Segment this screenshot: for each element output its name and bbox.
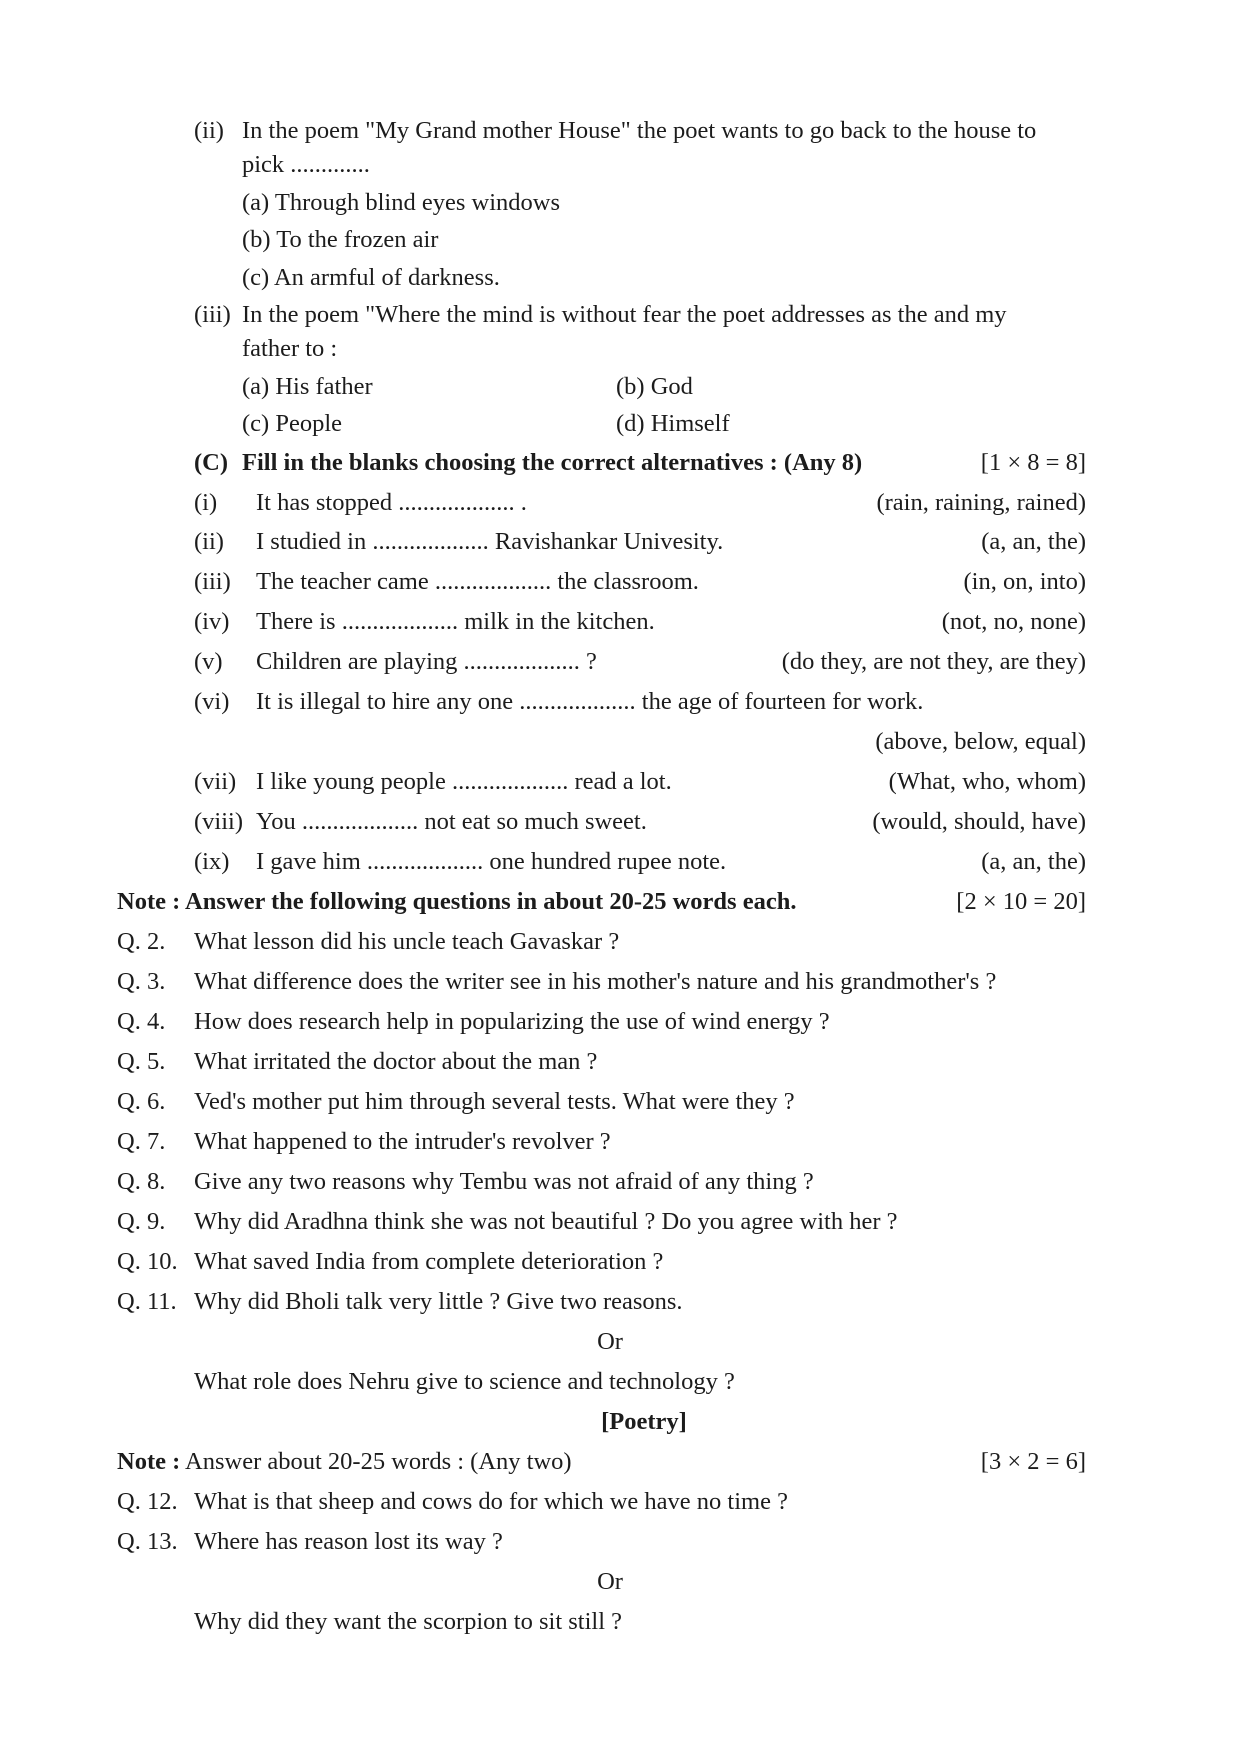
fill-item-choices: (a, an, the)	[981, 528, 1086, 555]
question-text: What happened to the intruder's revolver ?	[194, 1128, 611, 1155]
fill-item-text: I like young people ................... read a lot.	[256, 768, 672, 795]
section-c-marks: [1 × 8 = 8]	[980, 449, 1086, 476]
fill-item-choices: (would, should, have)	[872, 808, 1086, 835]
note-short-answer-marks: [2 × 10 = 20]	[956, 888, 1086, 915]
fill-item-number: (v)	[194, 648, 223, 675]
fill-item-text: I gave him ................... one hundred rupee note.	[256, 848, 727, 875]
question-number: Q. 12.	[117, 1488, 178, 1515]
question-text: Ved's mother put him through several tests. What were they ?	[194, 1088, 795, 1115]
question-number: Q. 10.	[117, 1248, 178, 1275]
mcq-iii-option-c: (c) People	[242, 410, 342, 437]
mcq-iii-stem: In the poem "Where the mind is without fear the poet addresses as the and my	[242, 301, 1007, 328]
fill-item-number: (i)	[194, 489, 218, 516]
poetry-heading: [Poetry]	[601, 1408, 687, 1435]
question-text: Why did Bholi talk very little ? Give two reasons.	[194, 1288, 683, 1315]
fill-item-number: (vii)	[194, 768, 237, 795]
question-number: Q. 7.	[117, 1128, 166, 1155]
note-poetry-marks: [3 × 2 = 6]	[980, 1448, 1086, 1475]
question-number: Q. 3.	[117, 968, 166, 995]
note-poetry-text: Answer about 20-25 words : (Any two)	[185, 1448, 572, 1475]
question-text: Where has reason lost its way ?	[194, 1528, 503, 1555]
fill-item-choices: (rain, raining, rained)	[876, 489, 1086, 516]
fill-item-number: (viii)	[194, 808, 243, 835]
fill-item-number: (ii)	[194, 528, 224, 555]
mcq-iii-stem-cont: father to :	[242, 335, 338, 362]
question-number: Q. 6.	[117, 1088, 166, 1115]
fill-item-text: You ................... not eat so much sweet.	[256, 808, 647, 835]
mcq-ii-number: (ii)	[194, 117, 224, 144]
mcq-ii-stem-cont: pick .............	[242, 151, 370, 178]
question-number: Q. 2.	[117, 928, 166, 955]
note-poetry-label: Note :	[117, 1448, 181, 1475]
question-text: What lesson did his uncle teach Gavaskar ?	[194, 928, 620, 955]
mcq-ii-option-c: (c) An armful of darkness.	[242, 264, 500, 291]
or-separator: Or	[597, 1328, 623, 1355]
question-number: Q. 13.	[117, 1528, 178, 1555]
question-text: What irritated the doctor about the man ?	[194, 1048, 598, 1075]
fill-item-choices: (not, no, none)	[941, 608, 1086, 635]
fill-item-number: (vi)	[194, 688, 230, 715]
fill-item-choices: (a, an, the)	[981, 848, 1086, 875]
fill-item-choices: (in, on, into)	[963, 568, 1086, 595]
fill-item-text: I studied in ................... Ravishankar Univesity.	[256, 528, 724, 555]
fill-item-choices: (What, who, whom)	[888, 768, 1086, 795]
question-13-alternative: Why did they want the scorpion to sit still ?	[194, 1608, 623, 1635]
mcq-iii-option-d: (d) Himself	[616, 410, 730, 437]
or-separator: Or	[597, 1568, 623, 1595]
section-c-letter: (C)	[194, 449, 229, 476]
question-number: Q. 4.	[117, 1008, 166, 1035]
question-number: Q. 5.	[117, 1048, 166, 1075]
question-number: Q. 8.	[117, 1168, 166, 1195]
fill-item-text: There is ................... milk in the kitchen.	[256, 608, 655, 635]
mcq-iii-option-a: (a) His father	[242, 373, 373, 400]
fill-item-text: The teacher came ................... the classroom.	[256, 568, 699, 595]
fill-item-number: (ix)	[194, 848, 230, 875]
note-short-answer: Note : Answer the following questions in about 20-25 words each.	[117, 888, 797, 915]
section-c-heading: Fill in the blanks choosing the correct alternatives : (Any 8)	[242, 449, 863, 476]
question-text: Give any two reasons why Tembu was not afraid of any thing ?	[194, 1168, 814, 1195]
mcq-iii-option-b: (b) God	[616, 373, 693, 400]
question-text: What saved India from complete deterioration ?	[194, 1248, 664, 1275]
question-11-alternative: What role does Nehru give to science and technology ?	[194, 1368, 735, 1395]
fill-item-text: It has stopped ................... .	[256, 489, 527, 516]
question-text: What is that sheep and cows do for which we have no time ?	[194, 1488, 788, 1515]
question-number: Q. 9.	[117, 1208, 166, 1235]
mcq-ii-stem: In the poem "My Grand mother House" the poet wants to go back to the house to	[242, 117, 1037, 144]
mcq-iii-number: (iii)	[194, 301, 231, 328]
fill-item-number: (iii)	[194, 568, 231, 595]
fill-item-number: (iv)	[194, 608, 230, 635]
mcq-ii-option-b: (b) To the frozen air	[242, 226, 439, 253]
question-text: What difference does the writer see in his mother's nature and his grandmother's ?	[194, 968, 997, 995]
question-number: Q. 11.	[117, 1288, 177, 1315]
mcq-ii-option-a: (a) Through blind eyes windows	[242, 189, 560, 216]
question-text: How does research help in popularizing the use of wind energy ?	[194, 1008, 830, 1035]
fill-item-text: Children are playing ................... ?	[256, 648, 597, 675]
fill-item-text: It is illegal to hire any one ................... the age of fourteen for work.	[256, 688, 924, 715]
fill-item-choices: (above, below, equal)	[875, 728, 1086, 755]
fill-item-choices: (do they, are not they, are they)	[781, 648, 1086, 675]
note-poetry	[117, 1450, 572, 1475]
question-text: Why did Aradhna think she was not beautiful ? Do you agree with her ?	[194, 1208, 898, 1235]
